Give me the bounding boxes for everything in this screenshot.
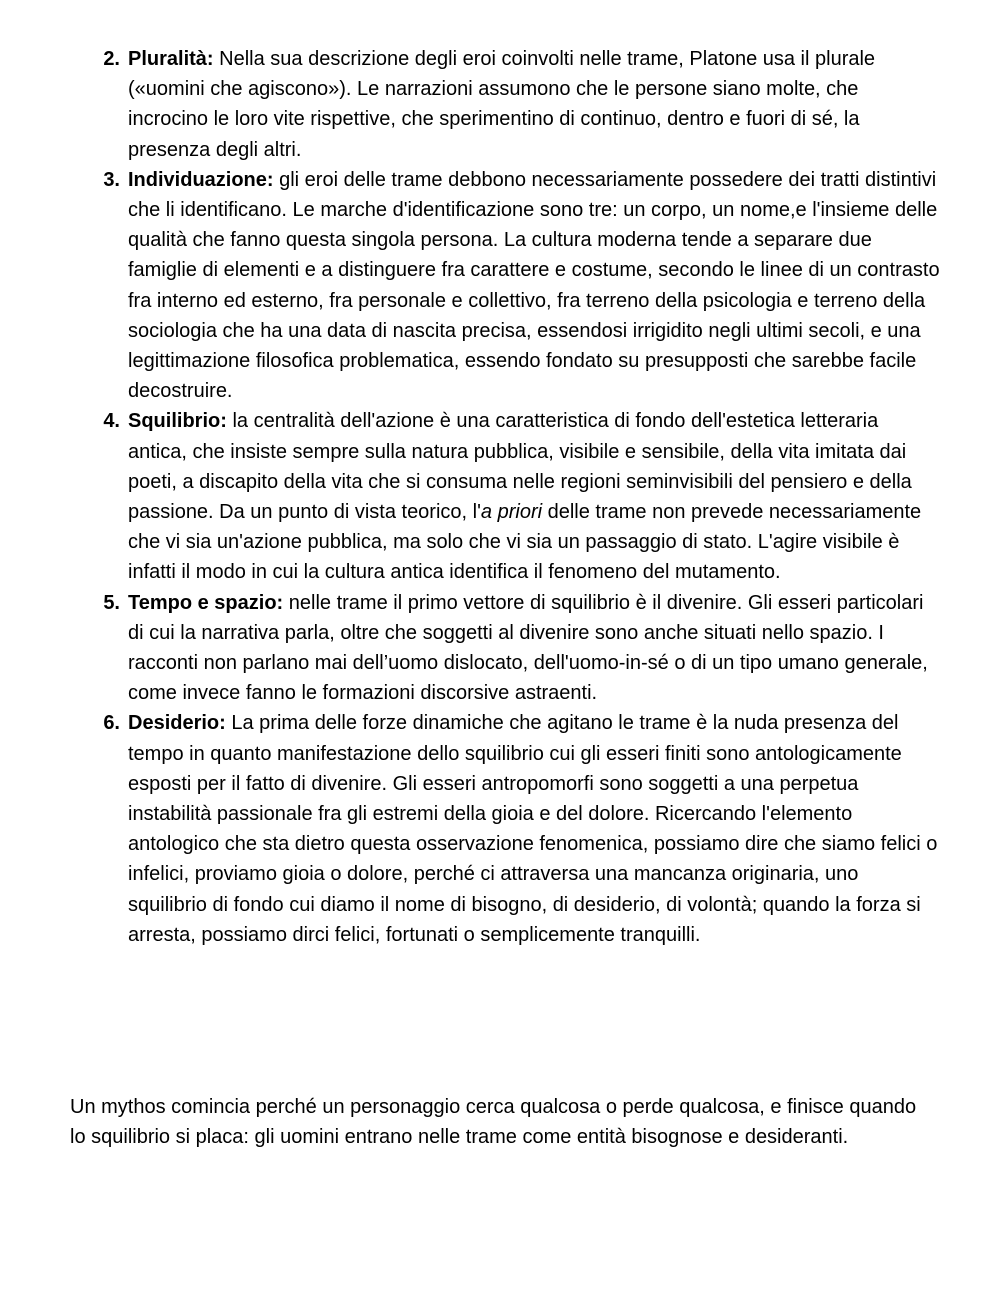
item-term: Desiderio:: [128, 712, 226, 735]
list-number: 2.: [103, 48, 120, 70]
numbered-list: [70, 44, 940, 950]
list-item-desiderio: [70, 708, 940, 950]
list-item-pluralita: [70, 44, 940, 165]
item-text: Nella sua descrizione degli eroi coinvolti nelle trame, Platone usa il plurale («uomini che agiscono»). Le narrazioni assumono che le persone siano molte, che incrocino le loro vite rispettive, che sperimentino di continuo, dentro e fuori di sé, la presenza degli altri.: [128, 48, 876, 161]
item-text: La prima delle forze dinamiche che agitano le trame è la nuda presenza del tempo in quanto manifestazione dello squilibrio cui gli esseri finiti sono antologicamente esposti per il fatto di divenire. Gli esseri antropomorfi sono soggetti a una perpetua instabilità passionale fra gli estremi della gioia e del dolore. Ricercando l'elemento antologico che sta dietro questa osservazione fenomenica, possiamo dire che siamo felici o infelici, proviamo gioia o dolore, perché ci attraversa una mancanza originaria, uno squilibrio di fondo cui diamo il nome di bisogno, di desiderio, di volontà; quando la forza si arresta, possiamo dirci felici, fortunati o semplicemente tranquilli.: [128, 712, 938, 946]
item-text: la centralità dell'azione è una caratteristica di fondo dell'estetica letteraria antica, che insiste sempre sulla natura pubblica, visibile e sensibile, della vita imitata dai poeti, a discapito della vita che si consuma nelle regioni seminvisibili del pensiero e della passione. Da un punto di vista teorico, l': [128, 410, 912, 524]
list-item-squilibrio: [70, 406, 940, 587]
list-item-content: [128, 708, 940, 950]
item-term: Tempo e spazio:: [128, 591, 284, 614]
item-text-italic: a priori: [480, 501, 543, 524]
list-item-content: [128, 406, 940, 587]
list-item-tempo-e-spazio: [70, 588, 940, 709]
item-term: Individuazione:: [128, 168, 274, 191]
item-text: nelle trame il primo vettore di squilibrio è il divenire. Gli esseri particolari di cui la narrativa parla, oltre che soggetti al divenire sono anche situati nello spazio. I racconti non parlano mai dell’uomo dislocato, dell'uomo-in-sé o di un tipo umano generale, come invece fanno le formazioni discorsive astraenti.: [128, 591, 928, 705]
list-number: 6.: [103, 712, 120, 735]
list-item-individuazione: [70, 165, 940, 407]
list-item-content: [128, 165, 940, 407]
item-text: gli eroi delle trame debbono necessariamente possedere dei tratti distintivi che li identificano. Le marche d'identificazione sono tre: un corpo, un nome,e l'insieme delle qualità che fanno questa singola persona. La cultura moderna tende a separare due famiglie di elementi e a distinguere fra carattere e costume, secondo le linee di un contrasto fra interno ed esterno, fra personale e collettivo, fra terreno della psicologia e terreno della sociologia che ha una data di nascita precisa, essendosi irrigidito negli ultimi secoli, e una legittimazione filosofica problematica, essendo fondato su presupposti che sarebbe facile decostruire.: [128, 168, 940, 403]
item-text: delle trame non prevede necessariamente che vi sia un'azione pubblica, ma solo che vi sia un passaggio di stato. L'agire visibile è infatti il modo in cui la cultura antica identifica il fenomeno del mutamento.: [128, 501, 922, 584]
list-number: 5.: [103, 591, 120, 614]
list-item-content: [128, 588, 940, 709]
list-number: 4.: [103, 410, 120, 433]
list-number: 3.: [103, 168, 120, 191]
closing-paragraph: Un mythos comincia perché un personaggio cerca qualcosa o perde qualcosa, e finisce quando lo squilibrio si placa: gli uomini entrano nelle trame come entità bisognose e desideranti.: [70, 1096, 917, 1149]
list-item-content: [128, 44, 940, 165]
item-term: Squilibrio:: [128, 410, 227, 433]
item-term: Pluralità:: [128, 48, 214, 70]
